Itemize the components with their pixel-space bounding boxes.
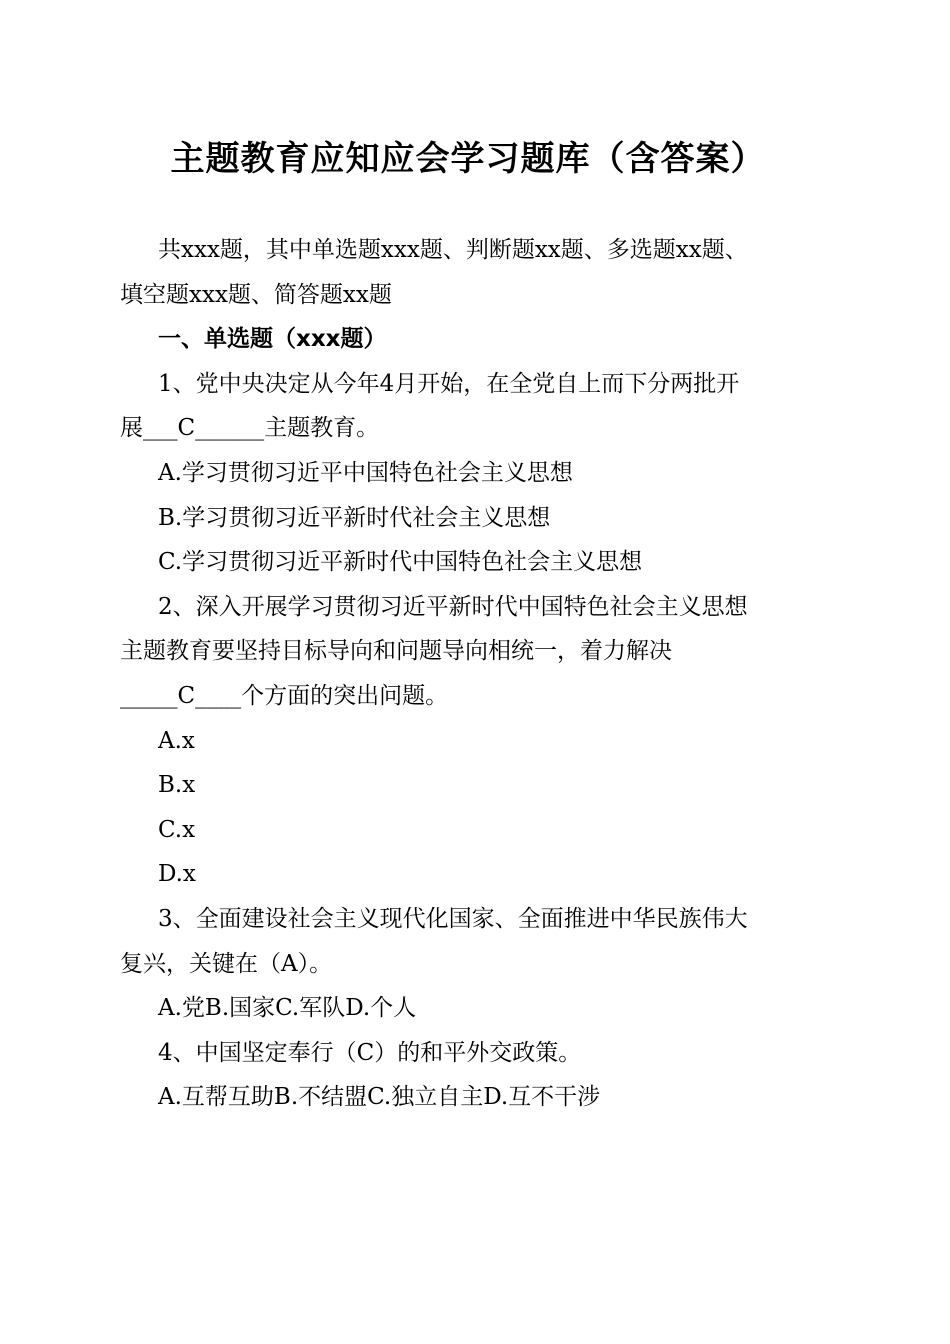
question-1-option-c: C.学习贯彻习近平新时代中国特色社会主义思想 bbox=[158, 549, 643, 576]
question-2-line-1: 2、深入开展学习贯彻习近平新时代中国特色社会主义思想 bbox=[158, 593, 748, 620]
question-2-line-2: 主题教育要坚持目标导向和问题导向相统一，着力解决 bbox=[120, 638, 672, 665]
question-1-line-2: 展___C______主题教育。 bbox=[120, 415, 380, 442]
question-4-options: A.互帮互助B.不结盟C.独立自主D.互不干涉 bbox=[158, 1084, 601, 1111]
intro-line-1: 共xxx题，其中单选题xxx题、判断题xx题、多选题xx题、 bbox=[158, 237, 748, 263]
question-1-option-a: A.学习贯彻习近平中国特色社会主义思想 bbox=[158, 459, 573, 486]
question-2-option-a: A.x bbox=[158, 727, 195, 754]
document-title: 主题教育应知应会学习题库（含答案） bbox=[170, 139, 766, 179]
question-2-option-c: C.x bbox=[158, 816, 196, 843]
section-heading-single-choice: 一、单选题（xxx题） bbox=[158, 326, 387, 353]
question-2-option-d: D.x bbox=[158, 861, 196, 888]
question-3-line-1: 3、全面建设社会主义现代化国家、全面推进中华民族伟大 bbox=[158, 905, 748, 932]
question-2-option-b: B.x bbox=[158, 772, 196, 799]
question-3-line-2: 复兴，关键在（A）。 bbox=[120, 950, 333, 977]
question-1-option-b: B.学习贯彻习近平新时代社会主义思想 bbox=[158, 504, 551, 531]
question-4-line-1: 4、中国坚定奉行（C）的和平外交政策。 bbox=[158, 1039, 582, 1066]
document-body bbox=[120, 228, 840, 1120]
intro-line-2: 填空题xxx题、简答题xx题 bbox=[120, 281, 392, 308]
question-1-line-1: 1、党中央决定从今年4月开始，在全党自上而下分两批开 bbox=[158, 370, 740, 397]
question-2-line-3: _____C____个方面的突出问题。 bbox=[120, 682, 449, 709]
question-3-options: A.党B.国家C.军队D.个人 bbox=[158, 995, 417, 1022]
